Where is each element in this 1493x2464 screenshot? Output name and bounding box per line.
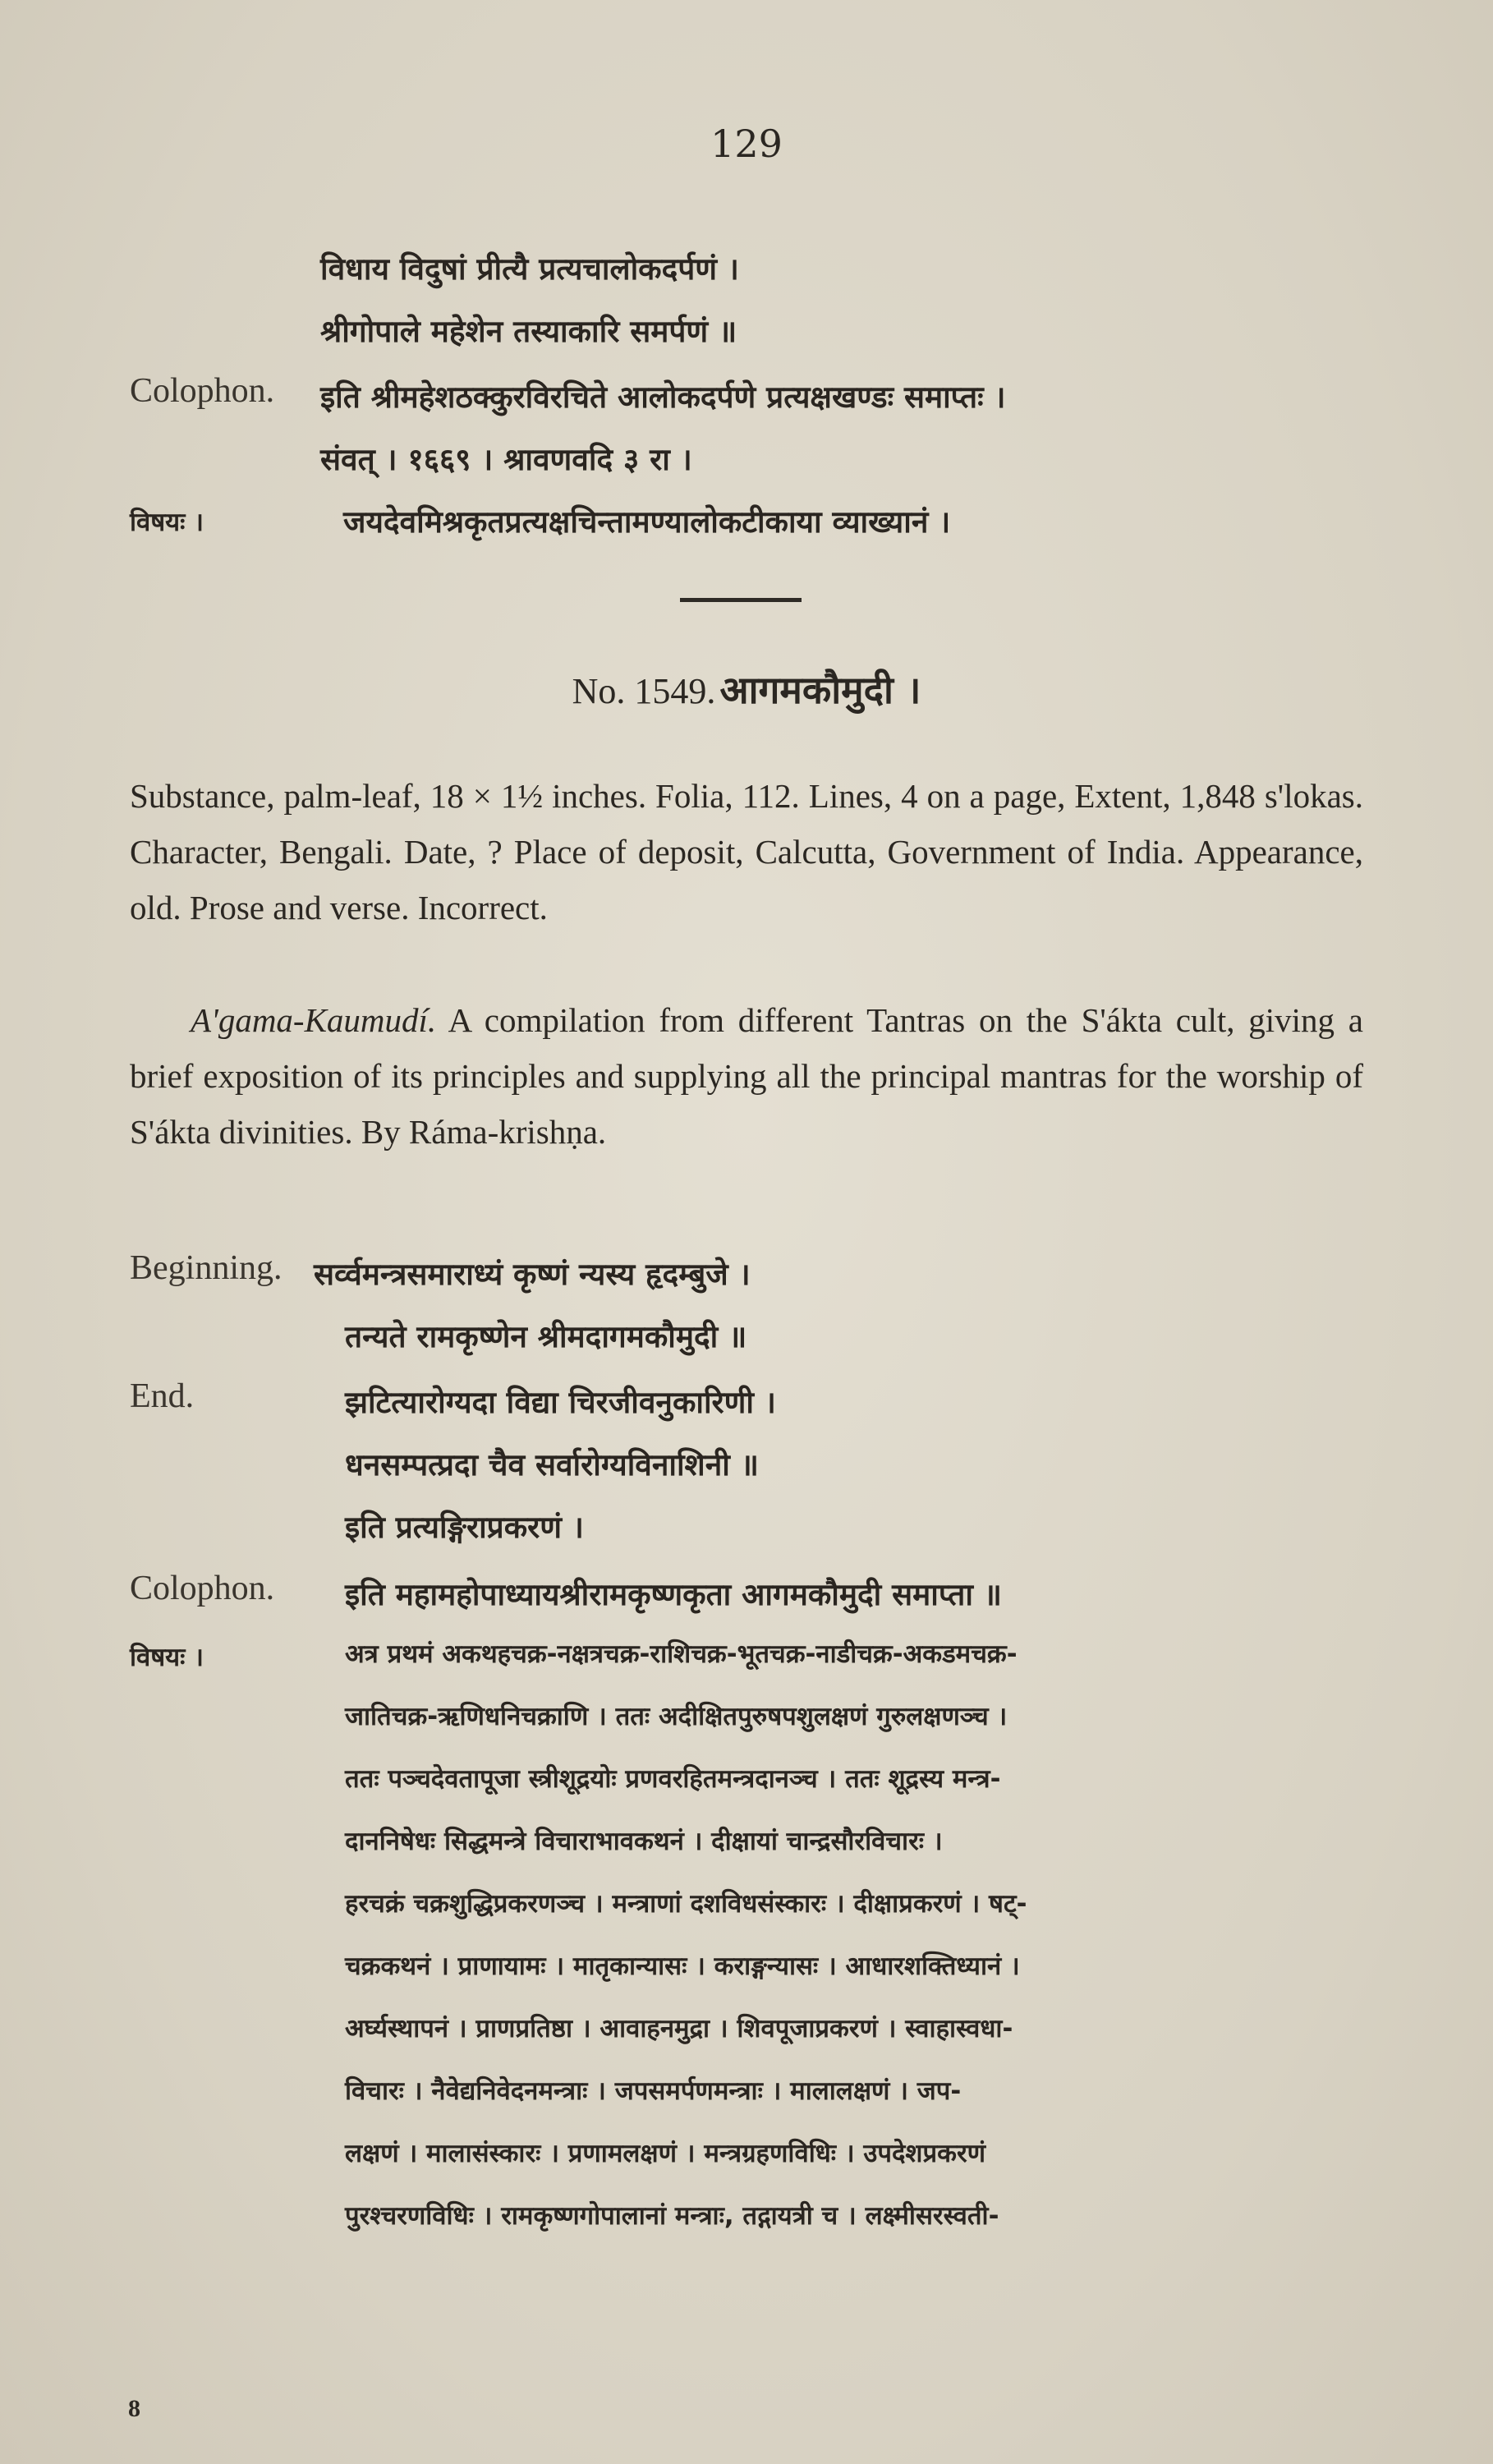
- beginning-line-2: तन्यते रामकृष्णेन श्रीमदागमकौमुदी ॥: [345, 1319, 747, 1354]
- end-line-2: धनसम्पत्प्रदा चैव सर्वारोग्यविनाशिनी ॥: [345, 1447, 759, 1483]
- subject-line-1: अत्र प्रथमं अकथहचक्र-नक्षत्रचक्र-राशिचक्र-भूतचक्र-नाडीचक्र-अकडमचक्र-: [345, 1639, 1018, 1669]
- summary-text: A compilation from different Tantras on the S'ákta cult, giving a brief exposition of its principles and supplying all the principal mantras for the worship of S'ákta divinities. By Ráma-krishṇa.: [130, 1001, 1363, 1151]
- top-colophon-line-2: संवत् । १६६९ । श्रावणवदि ३ रा ।: [320, 442, 692, 477]
- end-label: End.: [130, 1377, 195, 1415]
- subject-line-5: हरचक्रं चक्रशुद्धिप्रकरणञ्च । मन्त्राणां दशविधसंस्कारः । दीक्षाप्रकरणं । षट्-: [345, 1889, 1027, 1919]
- entry-number: No. 1549.: [572, 671, 716, 711]
- section-divider: [680, 598, 802, 602]
- subject-line-2: जातिचक्र-ऋणिधनिचक्राणि । ततः अदीक्षितपुरुषपशुलक्षणं गुरुलक्षणञ्च ।: [345, 1702, 1008, 1731]
- top-verse-line-1: विधाय विदुषां प्रीत्यै प्रत्यचालोकदर्पणं ।: [320, 251, 739, 287]
- top-subject-label: विषयः ।: [130, 508, 204, 537]
- subject-line-8: विचारः । नैवेद्यनिवेदनमन्त्राः । जपसमर्पणमन्त्राः । मालालक्षणं । जप-: [345, 2076, 962, 2106]
- entry-heading: [0, 664, 1493, 715]
- subject-line-3: ततः पञ्चदेवतापूजा स्त्रीशूद्रयोः प्रणवरहितमन्त्रदानञ्च । ततः शूद्रस्य मन्त्र-: [345, 1764, 1001, 1794]
- top-verse-line-2: श्रीगोपाले महेशेन तस्याकारि समर्पणं ॥: [320, 314, 737, 349]
- beginning-label: Beginning.: [130, 1249, 283, 1287]
- top-colophon-label: Colophon.: [130, 372, 275, 410]
- end-line-1: झटित्यारोग्यदा विद्या चिरजीवनुकारिणी ।: [345, 1385, 776, 1420]
- entry-summary: [130, 992, 1363, 1160]
- signature-mark: 8: [128, 2395, 140, 2422]
- page-number: 129: [710, 122, 783, 166]
- summary-title: A'gama-Kaumudí.: [191, 1001, 437, 1039]
- subject-line-9: लक्षणं । मालासंस्कारः । प्रणामलक्षणं । मन्त्रग्रहणविधिः । उपदेशप्रकरणं: [345, 2139, 986, 2168]
- entry-title: आगमकौमुदी ।: [719, 668, 921, 712]
- subject-line-4: दाननिषेधः सिद्धमन्त्रे विचाराभावकथनं । दीक्षायां चान्द्रसौरविचारः ।: [345, 1827, 943, 1856]
- beginning-line-1: सर्व्वमन्त्रसमाराध्यं कृष्णं न्यस्य हृदम्बुजे ।: [314, 1257, 751, 1292]
- top-colophon-line-1: इति श्रीमहेशठक्कुरविरचिते आलोकदर्पणे प्रत्यक्षखण्डः समाप्तः ।: [320, 379, 1006, 415]
- entry-description: Substance, palm-leaf, 18 × 1½ inches. Folia, 112. Lines, 4 on a page, Extent, 1,848 s'lokas. Character, Bengali. Date, ? Place of deposit, Calcutta, Government of India. Appearance, old. Prose and verse. Incorrect.: [130, 777, 1363, 926]
- end-line-3: इति प्रत्यङ्गिराप्रकरणं ।: [345, 1510, 584, 1545]
- subject-label: विषयः ।: [130, 1643, 204, 1672]
- subject-line-10: पुरश्चरणविधिः । रामकृष्णगोपालानां मन्त्राः, तद्गायत्री च । लक्ष्मीसरस्वती-: [345, 2201, 999, 2231]
- top-subject-text: जयदेवमिश्रकृतप्रत्यक्षचिन्तामण्यालोकटीकाया व्याख्यानं ।: [343, 504, 951, 540]
- colophon-label: Colophon.: [130, 1570, 275, 1607]
- colophon-text: इति महामहोपाध्यायश्रीरामकृष्णकृता आगमकौमुदी समाप्ता ॥: [345, 1577, 1002, 1612]
- subject-line-7: अर्घ्यस्थापनं । प्राणप्रतिष्ठा । आवाहनमुद्रा । शिवपूजाप्रकरणं । स्वाहास्वधा-: [345, 2014, 1013, 2043]
- subject-line-6: चक्रकथनं । प्राणायामः । मातृकान्यासः । कराङ्गन्यासः । आधारशक्तिध्यानं ।: [345, 1951, 1020, 1981]
